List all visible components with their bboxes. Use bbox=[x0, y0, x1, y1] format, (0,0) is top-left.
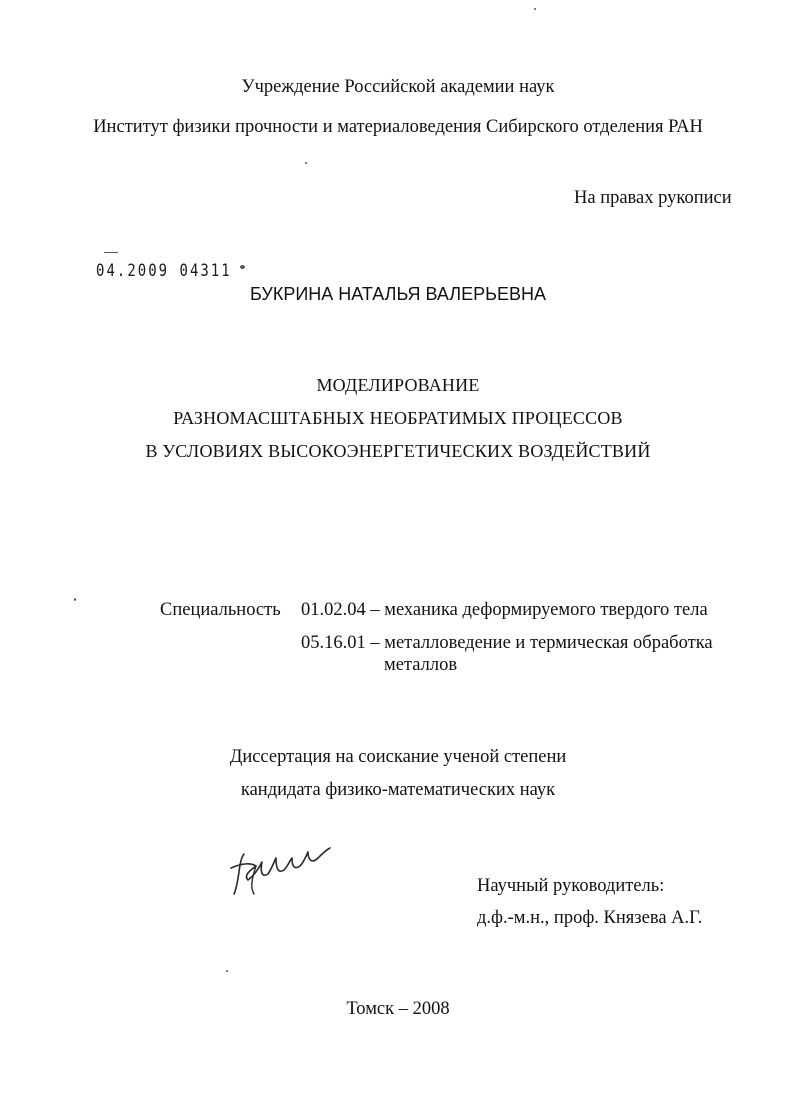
manuscript-note: На правах рукописи bbox=[574, 188, 732, 208]
specialty-item-2: 05.16.01 – металловедение и термическая обработка bbox=[301, 633, 713, 653]
city-year: Томск – 2008 bbox=[346, 999, 450, 1019]
specialty-item-1: 01.02.04 – механика деформируемого твердого тела bbox=[301, 600, 708, 620]
title-line-1: МОДЕЛИРОВАНИЕ bbox=[316, 375, 480, 395]
degree-line-1: Диссертация на соискание ученой степени bbox=[229, 747, 567, 767]
scan-speck bbox=[226, 970, 228, 972]
degree-line-2: кандидата физико-математических наук bbox=[240, 780, 556, 800]
institution-name: Учреждение Российской академии наук bbox=[241, 77, 555, 97]
author-name: БУКРИНА НАТАЛЬЯ ВАЛЕРЬЕВНА bbox=[250, 284, 546, 304]
specialty-label: Специальность bbox=[160, 600, 281, 620]
supervisor-label: Научный руководитель: bbox=[477, 876, 665, 896]
scan-speck bbox=[534, 8, 536, 10]
title-line-2: РАЗНОМАСШТАБНЫХ НЕОБРАТИМЫХ ПРОЦЕССОВ bbox=[173, 408, 623, 428]
scan-speck bbox=[74, 598, 76, 601]
scan-speck bbox=[104, 252, 118, 253]
supervisor-name: д.ф.-м.н., проф. Князева А.Г. bbox=[477, 908, 703, 928]
scan-speck bbox=[305, 162, 307, 164]
specialty-item-2-continuation: металлов bbox=[384, 655, 458, 675]
archive-stamp-code: 04.2009 04311 bbox=[96, 261, 232, 281]
title-line-3: В УСЛОВИЯХ ВЫСОКОЭНЕРГЕТИЧЕСКИХ ВОЗДЕЙСТВИЙ bbox=[145, 441, 651, 461]
institute-name: Институт физики прочности и материаловедения Сибирского отделения РАН bbox=[93, 117, 703, 137]
scan-speck bbox=[240, 265, 245, 269]
author-signature bbox=[226, 832, 336, 898]
